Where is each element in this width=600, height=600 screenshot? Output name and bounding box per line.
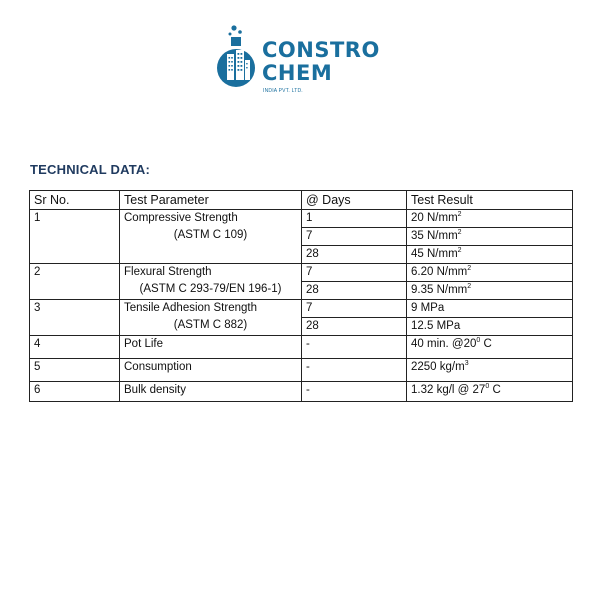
flask-building-icon <box>216 22 260 102</box>
header-sr-no: Sr No. <box>30 191 120 210</box>
days-cell: 28 <box>302 318 407 336</box>
days-cell: 7 <box>302 264 407 282</box>
result-cell: 6.20 $N/mm^2$ <box>407 264 573 282</box>
table-row <box>30 210 573 228</box>
result-cell: 45 $N/mm^2$ <box>407 246 573 264</box>
result-cell: 12.5 MPa <box>407 318 573 336</box>
parameter-cell <box>120 264 302 300</box>
parameter-name: Flexural Strength <box>124 266 212 278</box>
parameter-cell: Consumption <box>120 359 302 382</box>
table-row <box>30 382 573 402</box>
days-cell: - <box>302 336 407 359</box>
result-cell: 40 min. $@20^0$ C <box>407 336 573 359</box>
days-cell: 7 <box>302 228 407 246</box>
table-row <box>30 359 573 382</box>
logo-text-line1: CONSTRO <box>262 38 380 62</box>
result-cell: 1.32 kg/l @ $27^0$ C <box>407 382 573 402</box>
technical-data-table <box>29 190 573 402</box>
result-cell: 35 $N/mm^2$ <box>407 228 573 246</box>
sr-no-cell: 1 <box>30 210 120 264</box>
parameter-standard: (ASTM C 109) <box>173 229 248 241</box>
result-cell: 9.35 $N/mm^2$ <box>407 282 573 300</box>
header-test-result: Test Result <box>407 191 573 210</box>
sr-no-cell: 4 <box>30 336 120 359</box>
sr-no-cell: 2 <box>30 264 120 300</box>
days-cell: - <box>302 359 407 382</box>
table-row <box>30 300 573 318</box>
table-header-row <box>30 191 573 210</box>
days-cell: 1 <box>302 210 407 228</box>
days-cell: 28 <box>302 282 407 300</box>
parameter-name: Tensile Adhesion Strength <box>124 302 257 314</box>
sr-no-cell: 6 <box>30 382 120 402</box>
table-row <box>30 336 573 359</box>
logo-text-line2: CHEM <box>262 61 333 85</box>
result-cell: 9 MPa <box>407 300 573 318</box>
logo-tagline: INDIA PVT. LTD. <box>263 88 303 94</box>
days-cell: 28 <box>302 246 407 264</box>
days-cell: 7 <box>302 300 407 318</box>
parameter-name: Compressive Strength <box>124 212 238 224</box>
parameter-standard: (ASTM C 882) <box>173 319 248 331</box>
company-logo <box>216 22 386 102</box>
result-cell: 2250 $kg/m^3$ <box>407 359 573 382</box>
parameter-standard: (ASTM C 293-79/EN 196-1) <box>139 283 282 295</box>
header-days: @ Days <box>302 191 407 210</box>
parameter-cell: Bulk density <box>120 382 302 402</box>
sr-no-cell: 3 <box>30 300 120 336</box>
table-row <box>30 264 573 282</box>
days-cell: - <box>302 382 407 402</box>
header-test-parameter: Test Parameter <box>120 191 302 210</box>
sr-no-cell: 5 <box>30 359 120 382</box>
result-cell: 20 $N/mm^2$ <box>407 210 573 228</box>
parameter-cell: Pot Life <box>120 336 302 359</box>
parameter-cell <box>120 300 302 336</box>
section-title: TECHNICAL DATA: <box>30 162 150 177</box>
parameter-cell <box>120 210 302 264</box>
